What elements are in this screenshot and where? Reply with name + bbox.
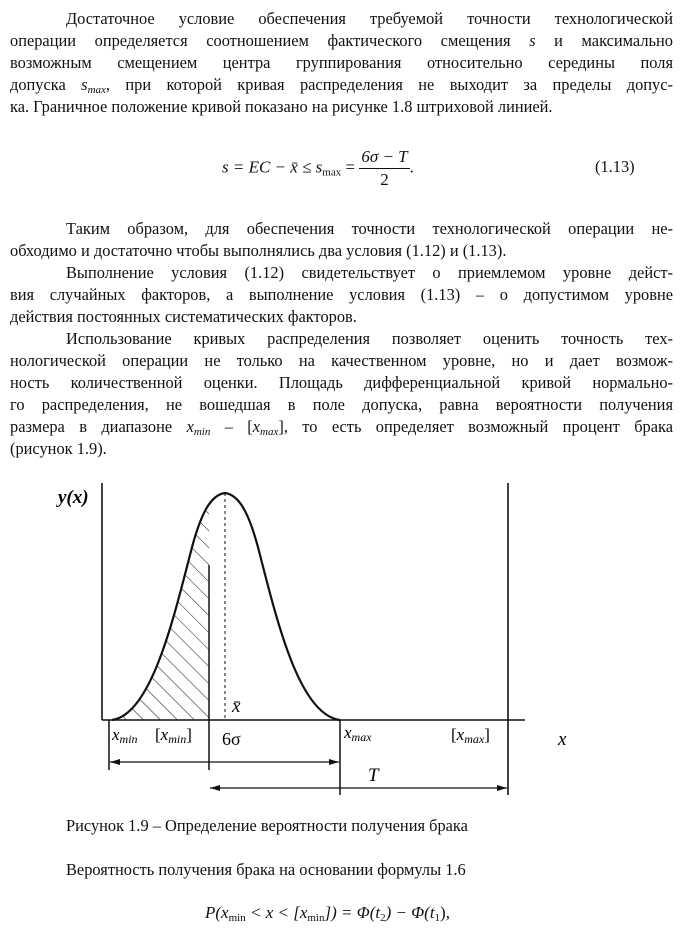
para4-line1: Использование кривых распределения позволяет оценить точность тех- <box>66 329 673 348</box>
xmin-bracket-label: [xmin] <box>155 725 192 746</box>
para5: Вероятность получения брака на основании формулы 1.6 <box>66 860 466 879</box>
reject-area-hatched <box>112 497 224 720</box>
arrowhead <box>329 759 339 765</box>
arrowhead <box>210 785 220 791</box>
para4-line5: размера в диапазоне $x_{min} - [x_{max}]$, то есть определяет возможный процент брака <box>10 417 673 438</box>
tolerance-label: T <box>368 765 379 786</box>
para3-line3: действия постоянных систематических факторов. <box>10 307 357 326</box>
para1-line4: допуска $s_{max}$, при которой кривая распределения не выходит за пределы допус- <box>10 75 673 96</box>
normal-distribution-curve <box>112 493 340 720</box>
six-sigma-label: 6σ <box>222 729 241 749</box>
xmax-bracket-label: [xmax] <box>451 725 490 746</box>
para4-line2: нологической операции не только на качественном уровне, но и дает возмож- <box>10 351 673 370</box>
figure-1-9 <box>0 475 683 815</box>
x-axis-label: x <box>558 729 567 750</box>
para1-line5: ка. Граничное положение кривой показано на рисунке 1.8 штриховой линией. <box>10 97 553 116</box>
equation-number: (1.13) <box>595 157 635 176</box>
arrowhead <box>497 785 507 791</box>
para1-line2: операции определяется соотношением фактического смещения s и максимально <box>10 31 673 50</box>
para2-line2: обходимо и достаточно чтобы выполнялись два условия (1.12) и (1.13). <box>10 241 507 260</box>
para4-line6: (рисунок 1.9). <box>10 439 107 458</box>
xmax-label: xmax <box>344 723 372 744</box>
figure-caption: Рисунок 1.9 – Определение вероятности получения брака <box>66 816 468 835</box>
para2-line1: Таким образом, для обеспечения точности технологической операции не- <box>66 219 673 238</box>
para3-line2: вия случайных факторов, а выполнение условия (1.13) – о допустимом уровне <box>10 285 673 304</box>
arrowhead <box>110 759 120 765</box>
xmin-label: xmin <box>112 725 138 746</box>
mean-label: x̄ <box>232 696 241 717</box>
para1-line1: Достаточное условие обеспечения требуемой точности технологической <box>66 9 673 28</box>
para4-line4: го распределения, не вошедшая в поле допуска, равна вероятности получения <box>10 395 673 414</box>
para3-line1: Выполнение условия (1.12) свидетельствует о приемлемом уровне дейст- <box>66 263 673 282</box>
para4-line3: ность количественной оценки. Площадь дифференциальной кривой нормально- <box>10 373 673 392</box>
probability-equation: $P(x_{min} < x < [x_{min}]) = \Phi(t_2) - \Phi(t_1)$, <box>205 903 450 924</box>
equation-1-13: s = EC − x̄ ≤ $s_{max}$ = $\frac{6\sigma - T}{2}$ . <box>222 147 414 189</box>
y-axis-label: y(x) <box>58 487 89 508</box>
para1-line3: возможным смещением центра группирования относительно середины поля <box>10 53 673 72</box>
